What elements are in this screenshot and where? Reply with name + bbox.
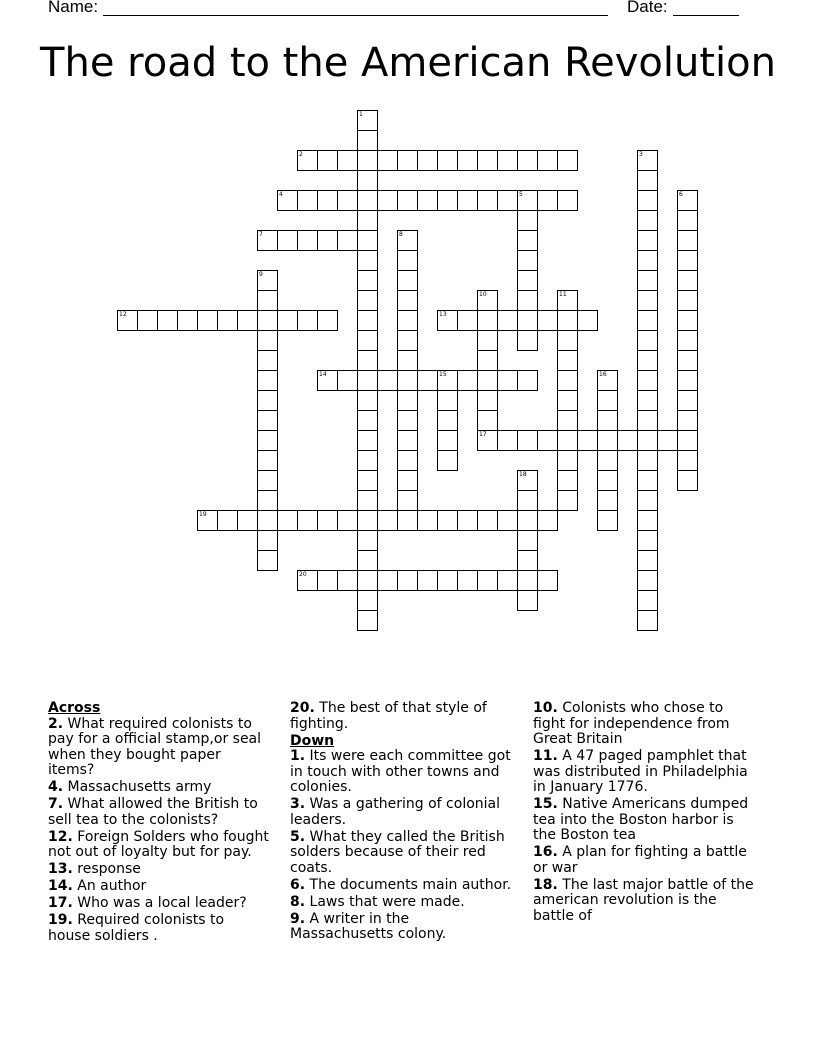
crossword-cell[interactable]	[557, 190, 578, 211]
clue-number: 13	[439, 311, 447, 318]
crossword-cell[interactable]	[297, 150, 318, 171]
clue-across: 20. The best of that style of fighting.	[290, 700, 487, 732]
crossword-cell[interactable]	[677, 410, 698, 431]
crossword-cell[interactable]	[397, 350, 418, 371]
crossword-cell[interactable]	[637, 150, 658, 171]
crossword-cell[interactable]	[317, 150, 338, 171]
crossword-cell[interactable]	[357, 330, 378, 351]
crossword-cell[interactable]	[357, 490, 378, 511]
crossword-cell[interactable]	[537, 510, 558, 531]
crossword-cell[interactable]	[597, 390, 618, 411]
crossword-cell[interactable]	[397, 370, 418, 391]
clue-across: 12. Foreign Solders who fought not out of loyalty but for pay.	[48, 828, 269, 860]
clue-across: 7. What allowed the British to sell tea to the colonists?	[48, 796, 258, 828]
crossword-cell[interactable]	[677, 350, 698, 371]
crossword-cell[interactable]	[357, 110, 378, 131]
clue-number: 12	[119, 311, 127, 318]
crossword-cell[interactable]	[257, 230, 278, 251]
crossword-cell[interactable]	[297, 570, 318, 591]
crossword-cell[interactable]	[657, 430, 678, 451]
crossword-cell[interactable]	[637, 610, 658, 631]
crossword-cell[interactable]	[377, 510, 398, 531]
crossword-cell[interactable]	[357, 390, 378, 411]
crossword-cell[interactable]	[457, 190, 478, 211]
crossword-cell[interactable]	[517, 310, 538, 331]
crossword-cell[interactable]	[677, 230, 698, 251]
crossword-cell[interactable]	[357, 230, 378, 251]
crossword-cell[interactable]	[357, 150, 378, 171]
page-title: The road to the American Revolution	[40, 40, 776, 86]
crossword-cell[interactable]	[397, 470, 418, 491]
crossword-cell[interactable]	[257, 370, 278, 391]
crossword-cell[interactable]	[497, 310, 518, 331]
crossword-cell[interactable]	[677, 290, 698, 311]
crossword-cell[interactable]	[557, 450, 578, 471]
crossword-cell[interactable]	[337, 570, 358, 591]
crossword-cell[interactable]	[677, 330, 698, 351]
crossword-cell[interactable]	[537, 430, 558, 451]
crossword-cell[interactable]	[477, 190, 498, 211]
clue-down: 18. The last major battle of the american revolution is the battle of	[533, 876, 754, 924]
crossword-cell[interactable]	[597, 510, 618, 531]
crossword-cell[interactable]	[357, 190, 378, 211]
crossword-cell[interactable]	[637, 210, 658, 231]
crossword-cell[interactable]	[517, 190, 538, 211]
crossword-cell[interactable]	[257, 310, 278, 331]
crossword-cell[interactable]	[397, 230, 418, 251]
crossword-cell[interactable]	[357, 570, 378, 591]
crossword-cell[interactable]	[597, 470, 618, 491]
clue-across: 19. Required colonists to house soldiers .	[48, 912, 225, 944]
crossword-cell[interactable]	[437, 430, 458, 451]
crossword-cell[interactable]	[457, 510, 478, 531]
crossword-cell[interactable]	[377, 150, 398, 171]
crossword-cell[interactable]	[337, 150, 358, 171]
name-label: Name:	[48, 0, 99, 16]
crossword-cell[interactable]	[257, 270, 278, 291]
crossword-cell[interactable]	[477, 510, 498, 531]
clues-column-3	[533, 701, 755, 926]
crossword-cell[interactable]	[357, 610, 378, 631]
crossword-cell[interactable]	[377, 370, 398, 391]
crossword-cell[interactable]	[257, 470, 278, 491]
crossword-cell[interactable]	[677, 470, 698, 491]
crossword-cell[interactable]	[357, 450, 378, 471]
crossword-cell[interactable]	[357, 270, 378, 291]
crossword-cell[interactable]	[257, 450, 278, 471]
clue-down: 9. A writer in the Massachusetts colony.	[290, 910, 447, 942]
clue-down: 10. Colonists who chose to fight for independence from Great Britain	[533, 700, 730, 747]
crossword-cell[interactable]	[437, 310, 458, 331]
crossword-cell[interactable]	[677, 450, 698, 471]
crossword-cell[interactable]	[477, 330, 498, 351]
clue-number: 11	[559, 291, 567, 298]
clue-number: 10	[479, 291, 487, 298]
crossword-cell[interactable]	[517, 270, 538, 291]
crossword-cell[interactable]	[517, 230, 538, 251]
crossword-cell[interactable]	[217, 310, 238, 331]
crossword-cell[interactable]	[677, 270, 698, 291]
date-label: Date:	[627, 0, 668, 16]
crossword-cell[interactable]	[637, 450, 658, 471]
crossword-cell[interactable]	[257, 410, 278, 431]
crossword-cell[interactable]	[637, 190, 658, 211]
crossword-cell[interactable]	[557, 350, 578, 371]
crossword-cell[interactable]	[437, 570, 458, 591]
crossword-cell[interactable]	[577, 430, 598, 451]
crossword-cell[interactable]	[197, 510, 218, 531]
crossword-cell[interactable]	[677, 310, 698, 331]
crossword-cell[interactable]	[397, 290, 418, 311]
crossword-cell[interactable]	[277, 190, 298, 211]
crossword-cell[interactable]	[517, 250, 538, 271]
crossword-cell[interactable]	[557, 430, 578, 451]
crossword-cell[interactable]	[497, 430, 518, 451]
crossword-cell[interactable]	[517, 550, 538, 571]
crossword-cell[interactable]	[277, 230, 298, 251]
crossword-cell[interactable]	[317, 370, 338, 391]
crossword-cell[interactable]	[317, 230, 338, 251]
clue-down: 5. What they called the British solders because of their red coats.	[290, 828, 505, 876]
crossword-cell[interactable]	[537, 150, 558, 171]
crossword-cell[interactable]	[637, 410, 658, 431]
clue-number: 2	[299, 151, 303, 158]
crossword-cell[interactable]	[637, 230, 658, 251]
clue-number: 17	[479, 431, 487, 438]
crossword-cell[interactable]	[357, 210, 378, 231]
crossword-cell[interactable]	[277, 510, 298, 531]
crossword-cell[interactable]	[517, 590, 538, 611]
crossword-cell[interactable]	[637, 470, 658, 491]
clue-number: 8	[399, 231, 403, 238]
crossword-cell[interactable]	[337, 230, 358, 251]
crossword-cell[interactable]	[417, 150, 438, 171]
crossword-cell[interactable]	[457, 310, 478, 331]
crossword-cell[interactable]	[437, 390, 458, 411]
crossword-cell[interactable]	[237, 510, 258, 531]
crossword-cell[interactable]	[257, 550, 278, 571]
crossword-cell[interactable]	[457, 370, 478, 391]
clue-number: 3	[639, 151, 643, 158]
crossword-cell[interactable]	[397, 490, 418, 511]
crossword-cell[interactable]	[477, 370, 498, 391]
crossword-cell[interactable]	[517, 470, 538, 491]
crossword-cell[interactable]	[157, 310, 178, 331]
crossword-cell[interactable]	[477, 430, 498, 451]
crossword-cell[interactable]	[597, 410, 618, 431]
crossword-cell[interactable]	[517, 530, 538, 551]
crossword-cell[interactable]	[457, 150, 478, 171]
crossword-cell[interactable]	[317, 510, 338, 531]
crossword-cell[interactable]	[257, 350, 278, 371]
crossword-cell[interactable]	[397, 570, 418, 591]
crossword-cell[interactable]	[517, 150, 538, 171]
crossword-cell[interactable]	[637, 250, 658, 271]
crossword-cell[interactable]	[417, 370, 438, 391]
crossword-cell[interactable]	[597, 430, 618, 451]
crossword-cell[interactable]	[637, 430, 658, 451]
crossword-cell[interactable]	[217, 510, 238, 531]
crossword-cell[interactable]	[557, 470, 578, 491]
crossword-cell[interactable]	[317, 190, 338, 211]
crossword-cell[interactable]	[397, 450, 418, 471]
crossword-cell[interactable]	[357, 410, 378, 431]
crossword-cell[interactable]	[677, 430, 698, 451]
crossword-cell[interactable]	[297, 230, 318, 251]
clue-down: 3. Was a gathering of colonial leaders.	[290, 796, 501, 828]
crossword-cell[interactable]	[397, 430, 418, 451]
crossword-cell[interactable]	[517, 210, 538, 231]
crossword-cell[interactable]	[357, 590, 378, 611]
crossword-cell[interactable]	[257, 330, 278, 351]
crossword-cell[interactable]	[557, 390, 578, 411]
crossword-cell[interactable]	[617, 430, 638, 451]
crossword-cell[interactable]	[317, 310, 338, 331]
crossword-cell[interactable]	[357, 310, 378, 331]
crossword-cell[interactable]	[637, 570, 658, 591]
clues-column-2	[290, 701, 512, 944]
crossword-cell[interactable]	[417, 570, 438, 591]
crossword-cell[interactable]	[117, 310, 138, 331]
clue-number: 15	[439, 371, 447, 378]
crossword-cell[interactable]	[437, 370, 458, 391]
crossword-cell[interactable]	[257, 430, 278, 451]
crossword-cell[interactable]	[577, 310, 598, 331]
crossword-cell[interactable]	[677, 190, 698, 211]
crossword-cell[interactable]	[437, 450, 458, 471]
crossword-cell[interactable]	[357, 470, 378, 491]
crossword-cell[interactable]	[397, 270, 418, 291]
clue-down: 6. The documents main author.	[290, 876, 512, 893]
crossword-cell[interactable]	[637, 510, 658, 531]
crossword-cell[interactable]	[337, 370, 358, 391]
clue-down: 1. Its were each committee got in touch with other towns and colonies.	[290, 748, 511, 795]
crossword-cell[interactable]	[357, 250, 378, 271]
crossword-cell[interactable]	[517, 490, 538, 511]
crossword-cell[interactable]	[397, 390, 418, 411]
crossword-cell[interactable]	[357, 370, 378, 391]
crossword-cell[interactable]	[557, 290, 578, 311]
crossword-cell[interactable]	[337, 510, 358, 531]
crossword-cell[interactable]	[497, 190, 518, 211]
crossword-cell[interactable]	[437, 410, 458, 431]
crossword-cell[interactable]	[677, 390, 698, 411]
crossword-cell[interactable]	[357, 430, 378, 451]
clue-down: 8. Laws that were made.	[290, 893, 465, 910]
crossword-cell[interactable]	[277, 310, 298, 331]
clue-across: 17. Who was a local leader?	[48, 895, 247, 911]
crossword-cell[interactable]	[357, 350, 378, 371]
crossword-cell[interactable]	[477, 290, 498, 311]
crossword-cell[interactable]	[377, 190, 398, 211]
crossword-cell[interactable]	[517, 370, 538, 391]
clue-across: 2. What required colonists to pay for a official stamp,or seal when they bought paper items?	[48, 715, 262, 778]
crossword-cell[interactable]	[477, 410, 498, 431]
crossword-cell[interactable]	[557, 410, 578, 431]
clues-column-1	[48, 701, 270, 946]
clue-number: 4	[279, 191, 283, 198]
crossword-cell[interactable]	[677, 370, 698, 391]
crossword-cell[interactable]	[597, 450, 618, 471]
clue-number: 7	[259, 231, 263, 238]
clue-number: 16	[599, 371, 607, 378]
crossword-cell[interactable]	[397, 250, 418, 271]
clue-number: 6	[679, 191, 683, 198]
crossword-cell[interactable]	[257, 290, 278, 311]
crossword-cell[interactable]	[377, 570, 398, 591]
crossword-cell[interactable]	[637, 530, 658, 551]
crossword-cell[interactable]	[637, 350, 658, 371]
crossword-cell[interactable]	[497, 150, 518, 171]
clue-number: 14	[319, 371, 327, 378]
crossword-cell[interactable]	[557, 150, 578, 171]
crossword-cell[interactable]	[637, 590, 658, 611]
clue-down: 11. A 47 paged pamphlet that was distributed in Philadelphia in January 1776.	[533, 748, 748, 795]
crossword-cell[interactable]	[297, 310, 318, 331]
crossword-cell[interactable]	[677, 210, 698, 231]
crossword-cell[interactable]	[517, 290, 538, 311]
crossword-cell[interactable]	[557, 490, 578, 511]
clue-number: 18	[519, 471, 527, 478]
crossword-cell[interactable]	[137, 310, 158, 331]
crossword-cell[interactable]	[397, 310, 418, 331]
crossword-cell[interactable]	[637, 170, 658, 191]
crossword-cell[interactable]	[637, 330, 658, 351]
crossword-cell[interactable]	[677, 250, 698, 271]
crossword-cell[interactable]	[357, 130, 378, 151]
crossword-cell[interactable]	[637, 490, 658, 511]
crossword-cell[interactable]	[397, 510, 418, 531]
crossword-cell[interactable]	[517, 330, 538, 351]
crossword-cell[interactable]	[197, 310, 218, 331]
crossword-cell[interactable]	[477, 570, 498, 591]
crossword-cell[interactable]	[537, 310, 558, 331]
crossword-cell[interactable]	[257, 530, 278, 551]
crossword-cell[interactable]	[357, 530, 378, 551]
clue-across: 4. Massachusetts army	[48, 779, 212, 795]
crossword-cell[interactable]	[357, 170, 378, 191]
crossword-cell[interactable]	[457, 570, 478, 591]
crossword-cell[interactable]	[537, 190, 558, 211]
crossword-cell[interactable]	[437, 190, 458, 211]
crossword-cell[interactable]	[637, 550, 658, 571]
clue-number: 20	[299, 571, 307, 578]
clue-across: 13. response	[48, 861, 141, 877]
crossword-cell[interactable]	[477, 390, 498, 411]
crossword-cell[interactable]	[497, 570, 518, 591]
crossword-cell[interactable]	[477, 310, 498, 331]
crossword-cell[interactable]	[257, 510, 278, 531]
crossword-cell[interactable]	[417, 190, 438, 211]
crossword-cell[interactable]	[257, 490, 278, 511]
crossword-cell[interactable]	[297, 190, 318, 211]
crossword-cell[interactable]	[417, 510, 438, 531]
crossword-cell[interactable]	[517, 570, 538, 591]
clue-number: 19	[199, 511, 207, 518]
crossword-cell[interactable]	[637, 390, 658, 411]
crossword-cell[interactable]	[537, 570, 558, 591]
crossword-cell[interactable]	[517, 430, 538, 451]
clue-number: 9	[259, 271, 263, 278]
crossword-cell[interactable]	[637, 290, 658, 311]
crossword-cell[interactable]	[557, 330, 578, 351]
crossword-cell[interactable]	[597, 370, 618, 391]
clue-number: 5	[519, 191, 523, 198]
clue-across: 14. An author	[48, 878, 147, 894]
crossword-cell[interactable]	[637, 370, 658, 391]
crossword-cell[interactable]	[477, 350, 498, 371]
crossword-cell[interactable]	[597, 490, 618, 511]
crossword-cell[interactable]	[557, 370, 578, 391]
crossword-cell[interactable]	[397, 330, 418, 351]
crossword-cell[interactable]	[357, 510, 378, 531]
down-heading: Down	[290, 732, 335, 749]
clue-down: 16. A plan for fighting a battle or war	[533, 844, 747, 876]
clue-down: 15. Native Americans dumped tea into the Boston harbor is the Boston tea	[533, 796, 749, 843]
crossword-cell[interactable]	[337, 190, 358, 211]
crossword-cell[interactable]	[397, 410, 418, 431]
crossword-cell[interactable]	[257, 390, 278, 411]
across-heading: Across	[48, 700, 101, 716]
clue-number: 1	[359, 111, 363, 118]
crossword-cell[interactable]	[297, 510, 318, 531]
crossword-cell[interactable]	[177, 310, 198, 331]
crossword-cell[interactable]	[357, 550, 378, 571]
crossword-cell[interactable]	[637, 270, 658, 291]
crossword-cell[interactable]	[237, 310, 258, 331]
crossword-cell[interactable]	[477, 150, 498, 171]
crossword-cell[interactable]	[497, 510, 518, 531]
crossword-cell[interactable]	[497, 370, 518, 391]
crossword-cell[interactable]	[437, 510, 458, 531]
crossword-cell[interactable]	[317, 570, 338, 591]
crossword-cell[interactable]	[437, 150, 458, 171]
crossword-cell[interactable]	[357, 290, 378, 311]
crossword-cell[interactable]	[517, 510, 538, 531]
crossword-cell[interactable]	[397, 150, 418, 171]
crossword-cell[interactable]	[557, 310, 578, 331]
crossword-cell[interactable]	[397, 190, 418, 211]
crossword-cell[interactable]	[637, 310, 658, 331]
